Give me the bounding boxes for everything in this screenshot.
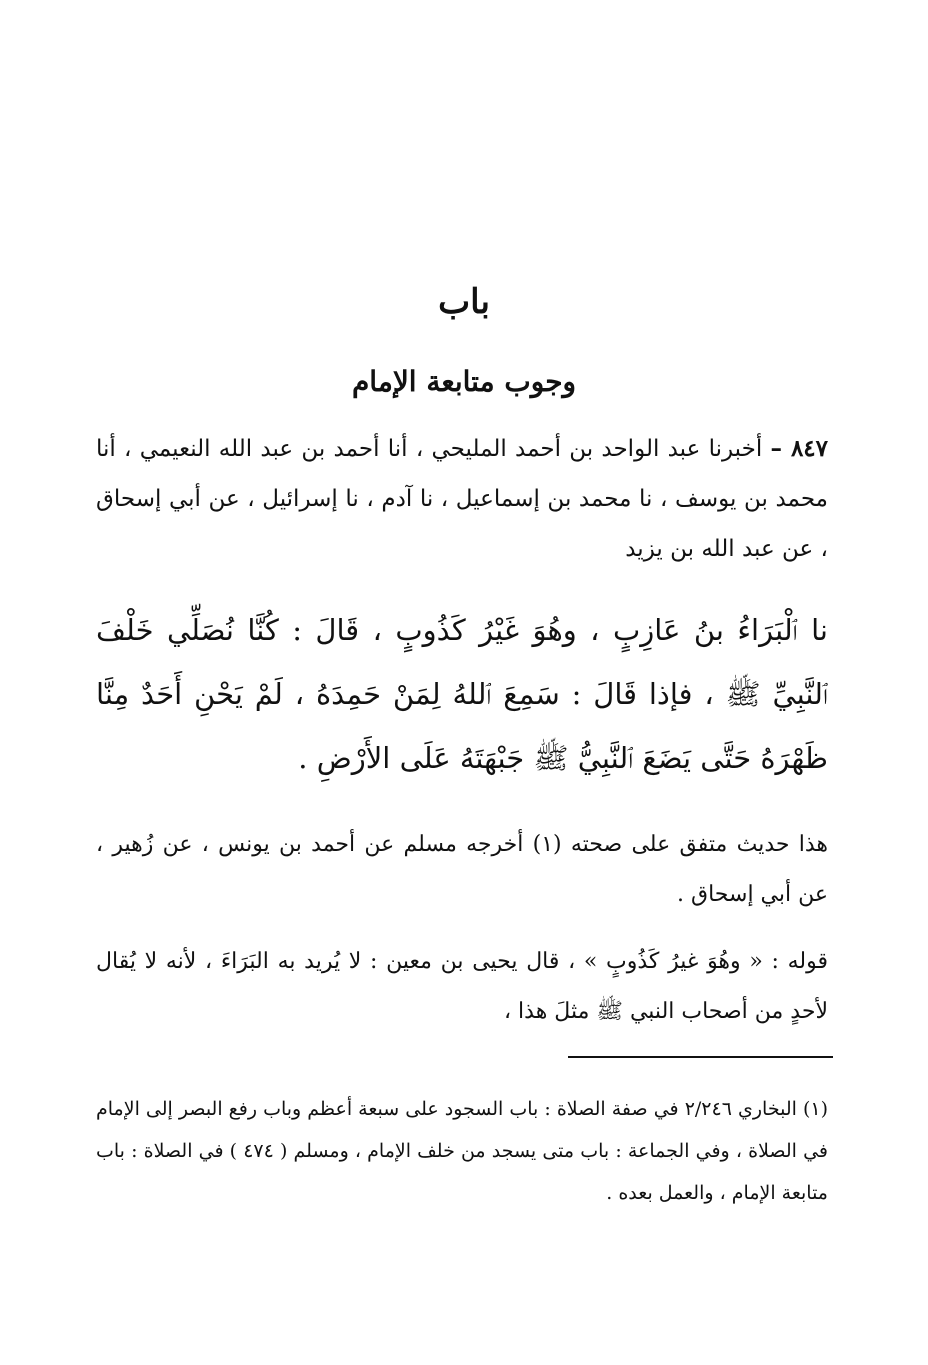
chapter-label: باب [438, 282, 490, 322]
hadith-text: نا ٱلْبَرَاءُ بنُ عَازِبٍ ، وهُوَ غَيْرُ كَذُوبٍ ، قَالَ : كُنَّا نُصَلِّي خَلْفَ ٱلنَّبِيِّ ﷺ ، فإذا قَالَ : سَمِعَ ٱللهُ لِمَنْ حَمِدَهُ ، لَمْ يَحْنِ أَحَدٌ مِنَّا ظَهْرَهُ حَتَّى يَضَعَ ٱلنَّبِيُّ ﷺ جَبْهَتَهُ عَلَى الأَرْضِ . [96, 613, 828, 775]
takhrij-paragraph: هذا حديث متفق على صحته (١) أخرجه مسلم عن أحمد بن يونس ، عن زُهير ، عن أبي إسحاق . [96, 832, 828, 907]
footnote: (١) البخاري ٢/٢٤٦ في صفة الصلاة : باب السجود على سبعة أعظم وباب رفع البصر إلى الإمام في الصلاة ، وفي الجماعة : باب متى يسجد من خلف الإمام ، ومسلم ( ٤٧٤ ) في الصلاة : باب متابعة الإمام ، والعمل بعده . [96, 1098, 828, 1204]
chapter-title: وجوب متابعة الإمام [351, 365, 577, 398]
footnote-divider [568, 1056, 833, 1058]
hadith-isnad-paragraph [96, 424, 828, 574]
commentary-paragraph: قوله : « وهُوَ غيرُ كَذُوبٍ » ، قال يحيى بن معين : لا يُريد به البَرَاءَ ، لأنه لا يُقال لأحدٍ من أصحاب النبي ﷺ مثلَ هذا ، [96, 949, 828, 1024]
hadith-isnad: أخبرنا عبد الواحد بن أحمد المليحي ، أنا أحمد بن عبد الله النعيمي ، أنا محمد بن يوسف ، نا محمد بن إسماعيل ، نا آدم ، نا إسرائيل ، عن أبي إسحاق ، عن عبد الله بن يزيد [96, 436, 828, 562]
hadith-number: ٨٤٧ – [770, 435, 828, 462]
